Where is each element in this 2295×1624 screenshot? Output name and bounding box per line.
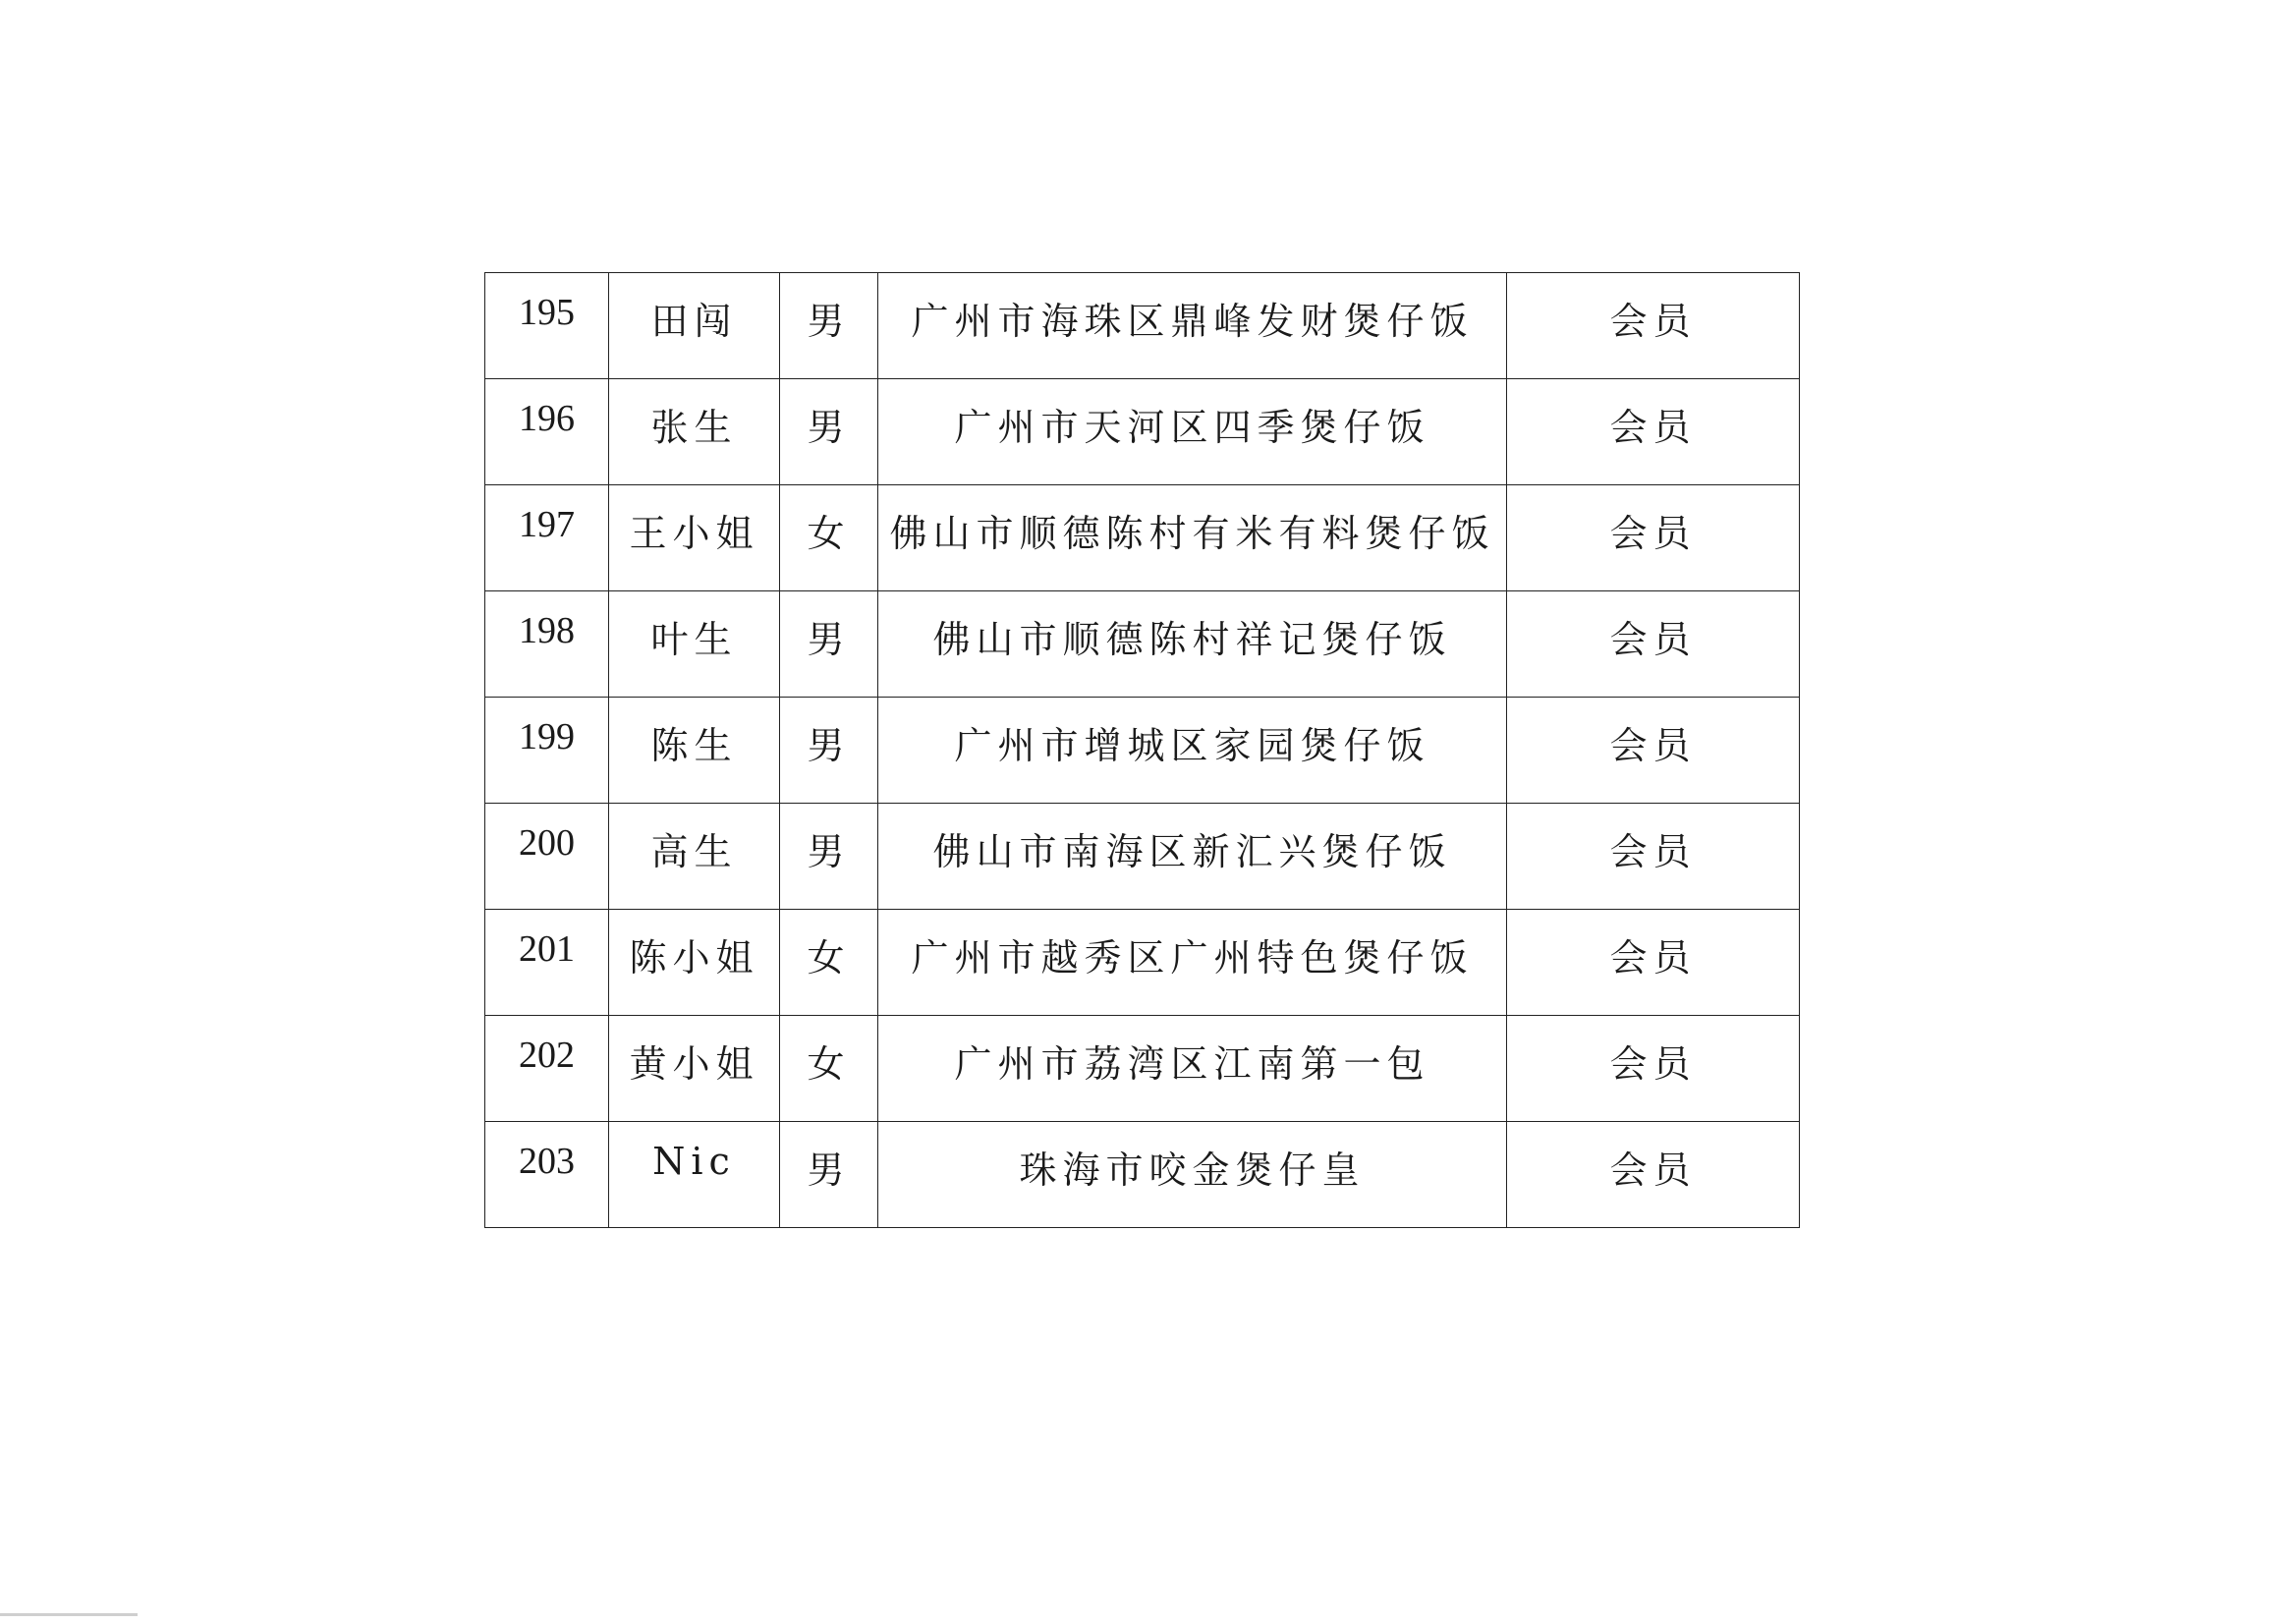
shop-name: 广州市海珠区鼎峰发财煲仔饭 xyxy=(878,273,1507,379)
member-role: 会员 xyxy=(1507,804,1800,910)
member-role: 会员 xyxy=(1507,698,1800,804)
scan-artifact-line xyxy=(0,1613,138,1616)
table-row xyxy=(485,910,1800,1016)
table-row xyxy=(485,1122,1800,1228)
member-name: 叶生 xyxy=(609,591,780,698)
shop-name: 珠海市咬金煲仔皇 xyxy=(878,1122,1507,1228)
member-name: 陈小姐 xyxy=(609,910,780,1016)
shop-name: 佛山市南海区新汇兴煲仔饭 xyxy=(878,804,1507,910)
member-role: 会员 xyxy=(1507,1122,1800,1228)
member-gender: 女 xyxy=(780,910,878,1016)
shop-name: 广州市荔湾区江南第一包 xyxy=(878,1016,1507,1122)
member-gender: 男 xyxy=(780,591,878,698)
shop-name: 广州市增城区家园煲仔饭 xyxy=(878,698,1507,804)
member-name: 王小姐 xyxy=(609,485,780,591)
member-name: 田闯 xyxy=(609,273,780,379)
member-name: 张生 xyxy=(609,379,780,485)
row-number: 199 xyxy=(485,698,609,804)
member-role: 会员 xyxy=(1507,485,1800,591)
member-table xyxy=(484,272,1800,1228)
table-row xyxy=(485,804,1800,910)
table-row xyxy=(485,379,1800,485)
member-name: 陈生 xyxy=(609,698,780,804)
member-gender: 男 xyxy=(780,379,878,485)
member-table-body xyxy=(485,273,1800,1228)
member-role: 会员 xyxy=(1507,379,1800,485)
table-row xyxy=(485,273,1800,379)
member-name: Nic xyxy=(609,1122,780,1228)
member-role: 会员 xyxy=(1507,1016,1800,1122)
member-role: 会员 xyxy=(1507,910,1800,1016)
member-role: 会员 xyxy=(1507,591,1800,698)
member-name: 高生 xyxy=(609,804,780,910)
member-name: 黄小姐 xyxy=(609,1016,780,1122)
row-number: 195 xyxy=(485,273,609,379)
member-gender: 男 xyxy=(780,1122,878,1228)
shop-name: 广州市天河区四季煲仔饭 xyxy=(878,379,1507,485)
member-gender: 女 xyxy=(780,1016,878,1122)
shop-name: 佛山市顺德陈村祥记煲仔饭 xyxy=(878,591,1507,698)
member-gender: 男 xyxy=(780,273,878,379)
member-role: 会员 xyxy=(1507,273,1800,379)
row-number: 202 xyxy=(485,1016,609,1122)
table-row xyxy=(485,698,1800,804)
shop-name: 广州市越秀区广州特色煲仔饭 xyxy=(878,910,1507,1016)
table-row xyxy=(485,485,1800,591)
shop-name: 佛山市顺德陈村有米有料煲仔饭 xyxy=(878,485,1507,591)
row-number: 201 xyxy=(485,910,609,1016)
row-number: 198 xyxy=(485,591,609,698)
row-number: 200 xyxy=(485,804,609,910)
row-number: 197 xyxy=(485,485,609,591)
member-gender: 女 xyxy=(780,485,878,591)
table-row xyxy=(485,1016,1800,1122)
member-gender: 男 xyxy=(780,804,878,910)
member-gender: 男 xyxy=(780,698,878,804)
table-row xyxy=(485,591,1800,698)
row-number: 196 xyxy=(485,379,609,485)
row-number: 203 xyxy=(485,1122,609,1228)
